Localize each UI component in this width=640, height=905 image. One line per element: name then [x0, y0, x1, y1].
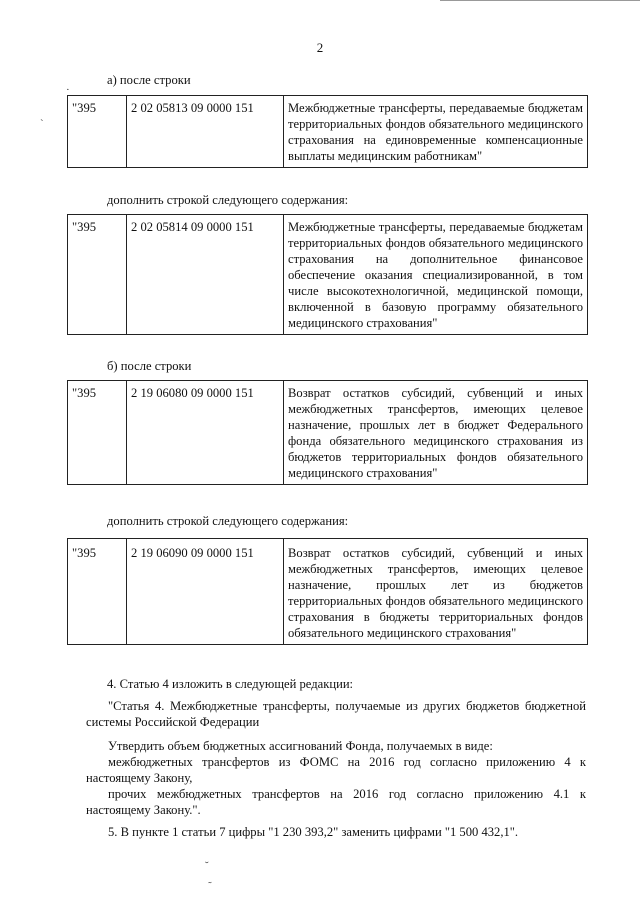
add-line-2: дополнить строкой следующего содержания:: [107, 514, 349, 528]
cell-code: "395: [68, 539, 127, 645]
page-number: 2: [316, 40, 324, 55]
cell-kbk: 2 19 06090 09 0000 151: [127, 539, 284, 645]
scan-mark: ·: [66, 84, 70, 96]
cell-code: "395: [68, 96, 127, 168]
cell-description: Межбюджетные трансферты, передаваемые бюджетам территориальных фондов обязательного медицинского страхования на единовременные компенсационные выплаты медицинским работникам": [284, 96, 588, 168]
after-line-b: б) после строки: [107, 359, 192, 373]
cell-kbk: 2 19 06080 09 0000 151: [127, 381, 284, 485]
item-4: 4. Статью 4 изложить в следующей редакции:: [107, 677, 354, 691]
scan-mark: ˘: [205, 860, 209, 872]
table-row-4: [67, 538, 588, 645]
scan-mark: `: [40, 118, 44, 130]
scan-edge-line: [440, 0, 640, 1]
cell-kbk: 2 02 05813 09 0000 151: [127, 96, 284, 168]
cell-code: "395: [68, 215, 127, 335]
approve-line: Утвердить объем бюджетных ассигнований Фонда, получаемых в виде:: [108, 739, 493, 753]
cell-description: Возврат остатков субсидий, субвенций и иных межбюджетных трансфертов, имеющих целевое назначение, прошлых лет из бюджетов территориальных фондов обязательного медицинского страхования в бюджеты территориальных фондов обязательного медицинского страхования": [284, 539, 588, 645]
table-row-2: [67, 214, 588, 335]
cell-description: Возврат остатков субсидий, субвенций и иных межбюджетных трансфертов, имеющих целевое назначение, прошлых лет в бюджет Федерального фонда обязательного медицинского страхования из бюджетов территориальных фондов обязательного медицинского страхования": [284, 381, 588, 485]
table-row-1: [67, 95, 588, 168]
article-4-heading: "Статья 4. Межбюджетные трансферты, получаемые из других бюджетов бюджетной системы Российской Федерации: [86, 699, 586, 729]
transfer-line-2: прочих межбюджетных трансфертов на 2016 год согласно приложению 4.1 к настоящему Закону.".: [86, 787, 586, 817]
cell-code: "395: [68, 381, 127, 485]
transfer-line-1: межбюджетных трансфертов из ФОМС на 2016 год согласно приложению 4 к настоящему Закону,: [86, 755, 586, 785]
table-row-3: [67, 380, 588, 485]
item-5: 5. В пункте 1 статьи 7 цифры "1 230 393,2" заменить цифрами "1 500 432,1".: [108, 825, 519, 839]
after-line-a: а) после строки: [107, 73, 191, 87]
cell-kbk: 2 02 05814 09 0000 151: [127, 215, 284, 335]
add-line-1: дополнить строкой следующего содержания:: [107, 193, 349, 207]
scan-mark: ˜: [208, 880, 212, 892]
cell-description: Межбюджетные трансферты, передаваемые бюджетам территориальных фондов обязательного медицинского страхования на дополнительное финансовое обеспечение оказания специализированной, в том числе высокотехнологичной, медицинской помощи, включенной в базовую программу обязательного медицинского страхования": [284, 215, 588, 335]
